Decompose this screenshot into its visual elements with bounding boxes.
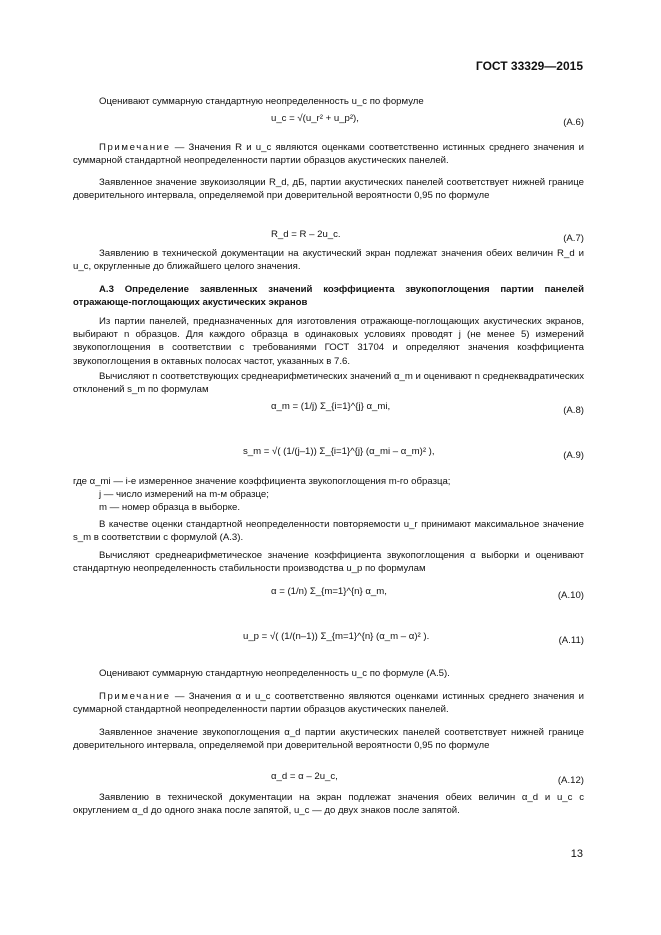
paragraph-2: Заявленное значение звукоизоляции R_d, дБ, партии акустических панелей соответствует нижней границе доверительного интервала, определяемой при доверительной вероятности 0,95 по формуле — [73, 177, 584, 202]
paragraph-7: Вычисляют среднеарифметическое значение коэффициента звукопоглощения α выборки и оценивают стандартную неопределенность стабильности производства u_p по формулам — [73, 550, 584, 575]
standard-header: ГОСТ 33329—2015 — [475, 59, 583, 73]
paragraph-4: Из партии панелей, предназначенных для изготовления отражающе-поглощающих акустических экранов, выбирают n образцов. Для каждого образца в одинаковых условиях проводят j (не менее 5) измерений звукопоглощения в соответствии с требованиями ГОСТ 31704 и определяют значения коэффициента звукопоглощения в октавных полосах частот, указанных в 7.6. — [73, 316, 584, 367]
equation-a6 — [73, 112, 584, 134]
where-line-2: j — число измерений на m-м образце; — [99, 489, 269, 501]
equation-a6-number: (А.6) — [563, 117, 584, 128]
where-line-3: m — номер образца в выборке. — [99, 502, 240, 514]
equation-a9-formula: s_m = √( (1/(j–1)) Σ_{i=1}^{j} (α_mi – α_m)² ), — [243, 446, 435, 457]
equation-a8 — [73, 400, 584, 422]
equation-a6-formula: u_c = √(u_r² + u_p²), — [271, 113, 359, 124]
equation-a8-formula: α_m = (1/j) Σ_{i=1}^{j} α_mi, — [271, 401, 391, 412]
where-block — [73, 475, 584, 515]
note-1-text: — Значения R и u_c являются оценками соответственно истинных среднего значения и суммарной стандартной неопределенности партии образцов акустических панелей. — [73, 142, 584, 167]
equation-a10-number: (А.10) — [557, 590, 584, 601]
equation-a12-formula: α_d = α – 2u_c, — [271, 771, 338, 782]
equation-a8-number: (А.8) — [563, 405, 584, 416]
paragraph-9: Заявленное значение звукопоглощения α_d партии акустических панелей соответствует нижней границе доверительного интервала, определяемой при доверительной вероятности 0,95 по формуле — [73, 727, 584, 752]
equation-a11 — [73, 630, 584, 652]
note-2-text: — Значения α и u_c соответственно являются оценками истинных среднего значения и суммарной стандартной неопределенности партии образцов акустических панелей. — [73, 691, 584, 716]
paragraph-1: Оценивают суммарную стандартную неопределенность u_c по формуле — [99, 96, 424, 107]
equation-a9-number: (А.9) — [563, 450, 584, 461]
equation-a7-number: (А.7) — [563, 233, 584, 244]
section-a3-title: А.3 Определение заявленных значений коэффициента звукопоглощения партии панелей отражающе-поглощающих акустических экранов — [73, 284, 584, 309]
note-1-label: Примечание — [99, 142, 171, 153]
paragraph-10: Заявлению в технической документации на экран подлежат значения обеих величин α_d и u_c с округлением α_d до одного знака после запятой, u_c — до двух знаков после запятой. — [73, 792, 584, 817]
equation-a11-formula: u_p = √( (1/(n–1)) Σ_{m=1}^{n} (α_m – α)² ). — [243, 631, 430, 642]
equation-a7-formula: R_d = R – 2u_c. — [271, 229, 341, 240]
note-2-label: Примечание — [99, 691, 171, 702]
equation-a12 — [73, 770, 584, 792]
note-1 — [73, 141, 584, 167]
note-2 — [73, 690, 584, 716]
paragraph-5: Вычисляют n соответствующих среднеарифметических значений α_m и оценивают n среднеквадратических отклонений s_m по формулам — [73, 371, 584, 396]
equation-a9 — [73, 445, 584, 467]
paragraph-6: В качестве оценки стандартной неопределенности повторяемости u_r принимают максимальное значение s_m в соответствии с формулой (А.3). — [73, 519, 584, 544]
where-line-1: где α_mi — i-е измеренное значение коэффициента звукопоглощения m-го образца; — [73, 476, 451, 487]
paragraph-3: Заявлению в технической документации на акустический экран подлежат значения обеих величин R_d и u_c, округленные до ближайшего целого значения. — [73, 248, 584, 273]
equation-a10 — [73, 585, 584, 607]
equation-a12-number: (А.12) — [557, 775, 584, 786]
equation-a11-number: (А.11) — [558, 635, 584, 646]
equation-a10-formula: α = (1/n) Σ_{m=1}^{n} α_m, — [271, 586, 387, 597]
paragraph-8: Оценивают суммарную стандартную неопределенность u_c по формуле (А.5). — [99, 668, 450, 679]
page-number: 13 — [570, 848, 583, 860]
